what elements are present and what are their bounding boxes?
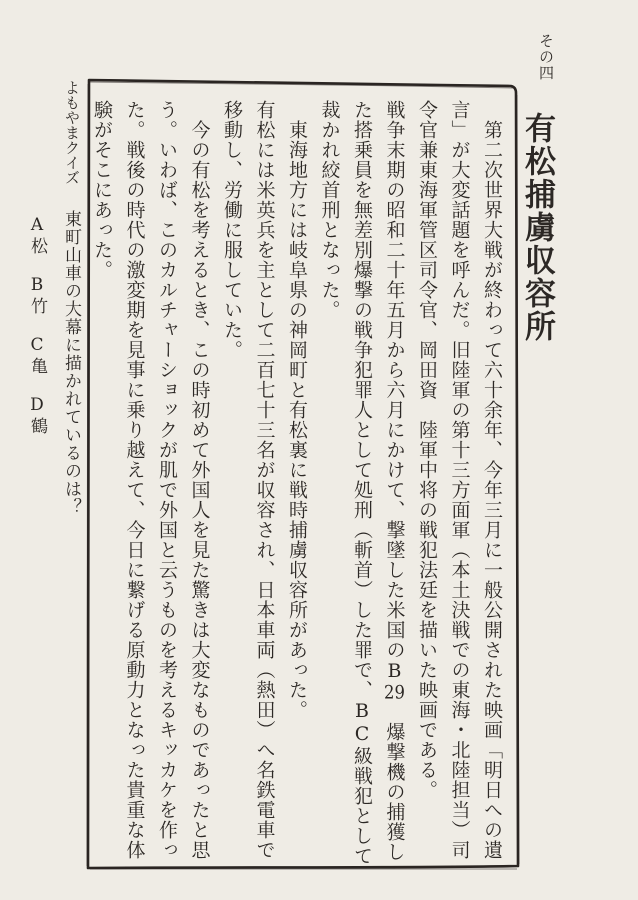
text-column: 移動し、労働に服していた。 (221, 100, 243, 360)
text-column: 験がそこにあった。 (91, 100, 113, 280)
quiz-option-c (27, 335, 47, 376)
quiz-option-b (27, 275, 47, 316)
inline-latin: BC (351, 700, 373, 746)
quiz-options (27, 215, 47, 436)
section-number: その四 (537, 33, 555, 81)
page-title: 有松捕虜収容所 (519, 112, 555, 343)
quiz-option-letter: D (27, 395, 47, 417)
quiz-option-text: 松 (27, 237, 47, 256)
text-column: 第二次世界大戦が終わって六十余年、今年三月に一般公開された映画「明日への遺 (481, 120, 503, 860)
text-column: 裁かれ絞首刑となった。 (318, 100, 341, 320)
text-column: た。戦後の時代の激変期を見事に乗り越えて、今日に繋げる原動力となった貴重な体 (123, 100, 146, 860)
text-column: 今の有松を考えるとき、この時初めて外国人を見た驚きは大変なものであったと思 (188, 120, 211, 860)
quiz-option-d (27, 395, 47, 436)
quiz-option-letter: A (27, 215, 47, 237)
text-column: 令官兼東海軍管区司令官、岡田資 陸軍中将の戦犯法廷を描いた映画である。 (416, 100, 438, 800)
text-column: 戦争末期の昭和二十年五月から六月にかけて、撃墜した米国のB29 爆撃機の捕獲し (383, 100, 406, 862)
text-column: う。いわば、このカルチャーショックが肌で外国と云うものを考えるキッカケを作っ (156, 100, 178, 860)
text-column: 言」が大変話題を呼んだ。旧陸軍の第十三方面軍（本土決戦での東海・北陸担当）司 (448, 100, 471, 860)
inline-number: 29 (384, 683, 405, 702)
text-column: 有松には米英兵を主として二百七十三名が収容され、日本車両（熱田）へ名鉄電車で (253, 100, 276, 860)
quiz-label: よもやまクイズ (63, 80, 81, 185)
article-body (86, 100, 509, 870)
text-column: た搭乗員を無差別爆撃の戦争犯罪人として処刑（斬首）した罪で、BC級戦犯として (351, 100, 373, 866)
inline-latin: B (383, 660, 406, 683)
quiz-option-text: 鶴 (27, 417, 47, 436)
quiz-option-text: 亀 (27, 357, 47, 376)
quiz-option-text: 竹 (27, 297, 47, 316)
quiz-option-letter: C (27, 335, 47, 357)
text-column: 東海地方には岐阜県の神岡町と有松裏に戦時捕虜収容所があった。 (286, 120, 308, 720)
quiz-question: 東町山車の大幕に描かれているのは？ (61, 210, 81, 516)
quiz-option-a (27, 215, 47, 256)
quiz-option-letter: B (27, 275, 47, 297)
